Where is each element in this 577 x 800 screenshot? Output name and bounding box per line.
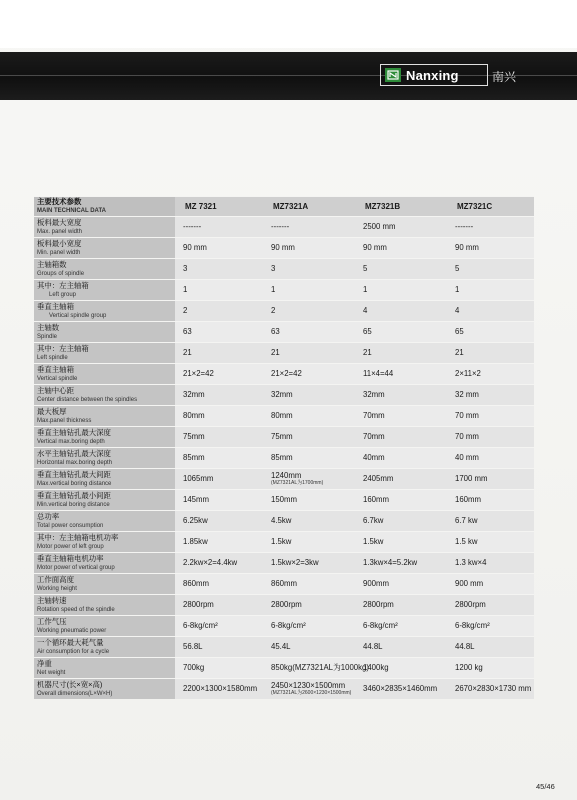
value-text: 90 mm bbox=[363, 243, 387, 252]
value-text: 80mm bbox=[183, 411, 205, 420]
row-label bbox=[34, 636, 175, 657]
value-text: 4 bbox=[363, 306, 368, 315]
row-label-cn: 垂直主轴钻孔最大间距 bbox=[37, 469, 111, 479]
table-row bbox=[34, 573, 534, 594]
table-row bbox=[34, 258, 534, 279]
row-label-cn: 最大板厚 bbox=[37, 406, 67, 416]
value-text: 900mm bbox=[363, 579, 389, 588]
row-value bbox=[263, 405, 355, 426]
row-value bbox=[263, 384, 355, 405]
row-label-en: Max.vertical boring distance bbox=[37, 480, 112, 487]
value-text: 85mm bbox=[271, 453, 293, 462]
row-label-cn: 垂直主轴钻孔最大深度 bbox=[37, 427, 111, 437]
row-label bbox=[34, 384, 175, 405]
brand-name-cn: 南兴 bbox=[492, 70, 517, 84]
value-text: 1700 mm bbox=[455, 474, 488, 483]
value-text: 1 bbox=[271, 285, 276, 294]
row-value bbox=[263, 468, 355, 489]
value-text: 75mm bbox=[183, 432, 205, 441]
table-row bbox=[34, 384, 534, 405]
row-label-en: Left spindle bbox=[37, 354, 68, 361]
row-value bbox=[355, 342, 447, 363]
table-row bbox=[34, 657, 534, 678]
table-header-label: 主要技术参数 MAIN TECHNICAL DATA bbox=[34, 196, 175, 216]
row-label bbox=[34, 657, 175, 678]
row-value bbox=[447, 384, 534, 405]
row-label-en: Min. panel width bbox=[37, 249, 81, 256]
row-value bbox=[447, 342, 534, 363]
row-value bbox=[447, 363, 534, 384]
value-text: 45.4L bbox=[271, 642, 291, 651]
value-text: 3 bbox=[183, 264, 188, 273]
value-text: 2 bbox=[183, 306, 188, 315]
value-text: 1.5kw bbox=[363, 537, 384, 546]
value-text: 150mm bbox=[271, 495, 297, 504]
value-text: 70mm bbox=[363, 432, 385, 441]
row-value bbox=[355, 510, 447, 531]
brand-logo bbox=[380, 64, 488, 86]
value-text: 6.7kw bbox=[363, 516, 384, 525]
row-label-en: Vertical spindle group bbox=[49, 312, 107, 319]
row-value bbox=[447, 405, 534, 426]
value-text: 1.5kw bbox=[271, 537, 292, 546]
value-text: 6-8kg/cm² bbox=[455, 621, 490, 630]
row-label-cn: 主轴中心距 bbox=[37, 385, 74, 395]
row-value bbox=[263, 300, 355, 321]
row-label-cn: 主轴转速 bbox=[37, 595, 67, 605]
row-label-en: Horizontal max.boring depth bbox=[37, 459, 113, 466]
value-text: 63 bbox=[271, 327, 280, 336]
row-value bbox=[175, 573, 263, 594]
row-value bbox=[447, 279, 534, 300]
row-value bbox=[447, 489, 534, 510]
value-text: 6-8kg/cm² bbox=[271, 621, 306, 630]
row-label-en: Vertical spindle bbox=[37, 375, 78, 382]
value-text: 2.2kw×2=4.4kw bbox=[183, 558, 238, 567]
row-value bbox=[447, 447, 534, 468]
value-text: 2800rpm bbox=[271, 600, 302, 609]
table-row bbox=[34, 237, 534, 258]
row-value bbox=[355, 258, 447, 279]
row-value bbox=[447, 573, 534, 594]
row-value bbox=[447, 426, 534, 447]
row-value bbox=[263, 531, 355, 552]
row-value bbox=[175, 552, 263, 573]
value-text: 70 mm bbox=[455, 411, 479, 420]
row-value bbox=[263, 426, 355, 447]
row-label bbox=[34, 531, 175, 552]
row-value bbox=[263, 615, 355, 636]
value-text: 850kg(MZ7321AL为1000kg) bbox=[271, 663, 369, 672]
row-value bbox=[263, 447, 355, 468]
value-text: 3460×2835×1460mm bbox=[363, 684, 438, 693]
value-text: 63 bbox=[183, 327, 192, 336]
value-text: 44.8L bbox=[363, 642, 383, 651]
row-label bbox=[34, 678, 175, 699]
value-text: 2800rpm bbox=[455, 600, 486, 609]
row-label-en: Air consumption for a cycle bbox=[37, 648, 110, 655]
row-label bbox=[34, 468, 175, 489]
row-value bbox=[355, 678, 447, 699]
value-text: 2800rpm bbox=[183, 600, 214, 609]
model-header: MZ7321B bbox=[355, 196, 447, 216]
row-value bbox=[447, 594, 534, 615]
row-value bbox=[355, 594, 447, 615]
row-value bbox=[355, 552, 447, 573]
row-label bbox=[34, 321, 175, 342]
row-value bbox=[447, 468, 534, 489]
row-value bbox=[355, 636, 447, 657]
row-value bbox=[175, 489, 263, 510]
row-value bbox=[175, 657, 263, 678]
row-label bbox=[34, 237, 175, 258]
row-label-cn: 其中：左主轴箱 bbox=[37, 280, 89, 290]
technical-data-table bbox=[34, 196, 534, 699]
value-text: 6-8kg/cm² bbox=[183, 621, 218, 630]
row-label bbox=[34, 615, 175, 636]
value-text: 700kg bbox=[183, 663, 205, 672]
row-value bbox=[263, 258, 355, 279]
value-text: 2×11×2 bbox=[455, 369, 481, 378]
row-value bbox=[447, 510, 534, 531]
value-text: 90 mm bbox=[271, 243, 295, 252]
value-text: 1400kg bbox=[363, 663, 389, 672]
row-label-en: Max.panel thickness bbox=[37, 417, 92, 424]
value-text: 70mm bbox=[363, 411, 385, 420]
row-value bbox=[355, 657, 447, 678]
value-text: 11×4=44 bbox=[363, 369, 394, 378]
table-row bbox=[34, 678, 534, 699]
row-value bbox=[263, 342, 355, 363]
value-text: 21 bbox=[455, 348, 464, 357]
row-label bbox=[34, 342, 175, 363]
table-row bbox=[34, 447, 534, 468]
value-text: 5 bbox=[455, 264, 460, 273]
value-text: 85mm bbox=[183, 453, 205, 462]
row-value bbox=[175, 342, 263, 363]
value-text: 860mm bbox=[271, 579, 297, 588]
row-value bbox=[175, 321, 263, 342]
value-text: 6-8kg/cm² bbox=[363, 621, 398, 630]
row-value bbox=[263, 636, 355, 657]
value-text: 145mm bbox=[183, 495, 209, 504]
row-value bbox=[175, 384, 263, 405]
table-body bbox=[34, 216, 534, 699]
table-row bbox=[34, 342, 534, 363]
row-value bbox=[175, 636, 263, 657]
row-value bbox=[355, 300, 447, 321]
row-value bbox=[447, 552, 534, 573]
table-row bbox=[34, 405, 534, 426]
table-header-row bbox=[34, 196, 534, 216]
row-label bbox=[34, 405, 175, 426]
value-text: 2670×2830×1730 mm bbox=[455, 684, 532, 693]
row-value bbox=[447, 216, 534, 237]
row-label-cn: 主轴箱数 bbox=[37, 259, 67, 269]
table-row bbox=[34, 594, 534, 615]
value-text: 40mm bbox=[363, 453, 385, 462]
table-row bbox=[34, 468, 534, 489]
value-text: 6.7 kw bbox=[455, 516, 478, 525]
value-text: 2500 mm bbox=[363, 222, 396, 231]
row-value bbox=[355, 468, 447, 489]
row-value bbox=[263, 510, 355, 531]
value-text: 2450×1230×1500mm bbox=[271, 681, 346, 690]
row-value bbox=[355, 279, 447, 300]
row-label-en: Vertical max.boring depth bbox=[37, 438, 105, 445]
row-label-cn: 总功率 bbox=[37, 511, 60, 521]
row-label-cn: 净重 bbox=[37, 658, 52, 668]
row-value bbox=[175, 258, 263, 279]
row-label-en: Motor power of vertical group bbox=[37, 564, 115, 571]
value-text: 3 bbox=[271, 264, 276, 273]
row-value bbox=[175, 279, 263, 300]
row-value bbox=[355, 426, 447, 447]
value-text: 160mm bbox=[363, 495, 389, 504]
value-text: 21 bbox=[363, 348, 372, 357]
row-label-cn: 板料最小宽度 bbox=[37, 238, 82, 248]
header-bar bbox=[0, 52, 577, 100]
table-row bbox=[34, 279, 534, 300]
row-label-en: Max. panel width bbox=[37, 228, 83, 235]
value-text: 2800rpm bbox=[363, 600, 394, 609]
row-value bbox=[355, 384, 447, 405]
value-text: 1065mm bbox=[183, 474, 214, 483]
value-text: 21 bbox=[183, 348, 192, 357]
row-label-cn: 主轴数 bbox=[37, 322, 60, 332]
row-value bbox=[263, 489, 355, 510]
row-label bbox=[34, 300, 175, 321]
value-text: 90 mm bbox=[183, 243, 207, 252]
table-row bbox=[34, 615, 534, 636]
value-note: (MZ7321AL为1700mm) bbox=[271, 480, 324, 486]
table-row bbox=[34, 636, 534, 657]
row-value bbox=[175, 405, 263, 426]
row-label-en: Net weight bbox=[37, 669, 66, 676]
row-label bbox=[34, 573, 175, 594]
row-value bbox=[355, 573, 447, 594]
value-text: 1.85kw bbox=[183, 537, 208, 546]
brand-name: Nanxing bbox=[406, 67, 459, 83]
row-label-cn: 一个循环最大耗气量 bbox=[37, 637, 104, 647]
table-row bbox=[34, 510, 534, 531]
value-text: ------- bbox=[271, 222, 290, 231]
value-text: 1.5kw×2=3kw bbox=[271, 558, 319, 567]
row-value bbox=[263, 363, 355, 384]
table-row bbox=[34, 321, 534, 342]
value-text: 1 bbox=[455, 285, 460, 294]
row-label-cn: 垂直主轴钻孔最小间距 bbox=[37, 490, 111, 500]
row-value bbox=[447, 678, 534, 699]
table-row bbox=[34, 531, 534, 552]
row-value bbox=[175, 300, 263, 321]
value-text: 160mm bbox=[455, 495, 481, 504]
row-value bbox=[447, 636, 534, 657]
row-label-cn: 垂直主轴箱 bbox=[37, 364, 74, 374]
value-text: 80mm bbox=[271, 411, 293, 420]
row-value bbox=[263, 678, 355, 699]
row-label-cn: 垂直主轴箱 bbox=[37, 301, 74, 311]
value-text: 900 mm bbox=[455, 579, 484, 588]
row-value bbox=[175, 447, 263, 468]
value-text: 21 bbox=[271, 348, 280, 357]
row-value bbox=[447, 237, 534, 258]
row-label-en: Groups of spindle bbox=[37, 270, 85, 277]
row-label-en: Center distance between the spindles bbox=[37, 396, 138, 403]
value-text: ------- bbox=[183, 222, 202, 231]
model-header: MZ7321A bbox=[263, 196, 355, 216]
row-label-cn: 工作气压 bbox=[37, 616, 67, 626]
value-text: 1200 kg bbox=[455, 663, 483, 672]
row-label bbox=[34, 279, 175, 300]
row-label bbox=[34, 447, 175, 468]
value-text: 4.5kw bbox=[271, 516, 292, 525]
row-value bbox=[175, 615, 263, 636]
row-value bbox=[355, 216, 447, 237]
row-label bbox=[34, 510, 175, 531]
value-text: 2200×1300×1580mm bbox=[183, 684, 258, 693]
value-text: 1.3 kw×4 bbox=[455, 558, 487, 567]
row-value bbox=[175, 237, 263, 258]
value-text: 1.5 kw bbox=[455, 537, 478, 546]
value-text: 21×2=42 bbox=[271, 369, 302, 378]
top-margin bbox=[0, 0, 577, 48]
row-value bbox=[447, 657, 534, 678]
value-text: 40 mm bbox=[455, 453, 479, 462]
value-text: 90 mm bbox=[455, 243, 479, 252]
model-header: MZ7321C bbox=[447, 196, 534, 216]
row-value bbox=[175, 216, 263, 237]
row-value bbox=[355, 363, 447, 384]
row-value bbox=[355, 531, 447, 552]
table-row bbox=[34, 489, 534, 510]
row-label bbox=[34, 426, 175, 447]
row-value bbox=[263, 552, 355, 573]
row-value bbox=[355, 489, 447, 510]
model-header: MZ 7321 bbox=[175, 196, 263, 216]
value-text: 21×2=42 bbox=[183, 369, 214, 378]
value-text: 5 bbox=[363, 264, 368, 273]
row-value bbox=[355, 405, 447, 426]
row-label-en: Min.vertical boring distance bbox=[37, 501, 110, 508]
row-label bbox=[34, 216, 175, 237]
row-label-cn: 工作面高度 bbox=[37, 574, 74, 584]
row-value bbox=[355, 321, 447, 342]
value-text: 2 bbox=[271, 306, 276, 315]
row-value bbox=[355, 447, 447, 468]
row-label-cn: 机器尺寸(长×宽×高) bbox=[37, 679, 103, 689]
row-value bbox=[447, 258, 534, 279]
value-text: 32 mm bbox=[455, 390, 479, 399]
row-value bbox=[175, 678, 263, 699]
value-text: 1240mm bbox=[271, 471, 302, 480]
row-label-cn: 水平主轴钻孔最大深度 bbox=[37, 448, 111, 458]
row-value bbox=[263, 237, 355, 258]
value-note: (MZ7321AL为2600×1230×1500mm) bbox=[271, 690, 352, 696]
table-row bbox=[34, 300, 534, 321]
value-text: 1 bbox=[363, 285, 368, 294]
row-value bbox=[175, 594, 263, 615]
row-label-en: Overall dimensions(L×W×H) bbox=[37, 690, 113, 697]
value-text: 32mm bbox=[183, 390, 205, 399]
row-label-en: Spindle bbox=[37, 333, 58, 340]
nanxing-logo-icon bbox=[385, 68, 401, 82]
row-label-en: Working height bbox=[37, 585, 77, 592]
row-value bbox=[355, 615, 447, 636]
row-value bbox=[175, 468, 263, 489]
value-text: 1 bbox=[183, 285, 188, 294]
value-text: 44.8L bbox=[455, 642, 475, 651]
row-label bbox=[34, 552, 175, 573]
row-value bbox=[263, 321, 355, 342]
row-value bbox=[447, 531, 534, 552]
value-text: 860mm bbox=[183, 579, 209, 588]
value-text: 2405mm bbox=[363, 474, 394, 483]
table-row bbox=[34, 552, 534, 573]
row-value bbox=[355, 237, 447, 258]
row-value bbox=[263, 657, 369, 678]
value-text: 4 bbox=[455, 306, 460, 315]
row-label bbox=[34, 258, 175, 279]
row-value bbox=[263, 594, 355, 615]
value-text: 65 bbox=[363, 327, 372, 336]
row-value bbox=[175, 426, 263, 447]
row-label bbox=[34, 489, 175, 510]
row-value bbox=[175, 363, 263, 384]
row-label-en: Total power consumption bbox=[37, 522, 104, 529]
row-label-en: Rotation speed of the spindle bbox=[37, 606, 115, 613]
value-text: 56.8L bbox=[183, 642, 203, 651]
value-text: 70 mm bbox=[455, 432, 479, 441]
value-text: 6.25kw bbox=[183, 516, 208, 525]
page-number: 45/46 bbox=[536, 782, 555, 791]
row-value bbox=[175, 531, 263, 552]
value-text: ------- bbox=[455, 222, 474, 231]
row-value bbox=[263, 279, 355, 300]
value-text: 32mm bbox=[271, 390, 293, 399]
row-label-cn: 垂直主轴箱电机功率 bbox=[37, 553, 104, 563]
row-label bbox=[34, 363, 175, 384]
value-text: 75mm bbox=[271, 432, 293, 441]
table-row bbox=[34, 426, 534, 447]
row-value bbox=[263, 573, 355, 594]
row-label-cn: 板料最大宽度 bbox=[37, 217, 82, 227]
row-label-en: Working pneumatic power bbox=[37, 627, 107, 634]
row-value bbox=[263, 216, 355, 237]
value-text: 65 bbox=[455, 327, 464, 336]
value-text: 1.3kw×4=5.2kw bbox=[363, 558, 418, 567]
row-label-en: Motor power of left group bbox=[37, 543, 104, 550]
value-text: 32mm bbox=[363, 390, 385, 399]
row-value bbox=[447, 615, 534, 636]
row-value bbox=[175, 510, 263, 531]
row-value bbox=[447, 300, 534, 321]
row-label bbox=[34, 594, 175, 615]
row-label-en: Left group bbox=[49, 291, 77, 298]
row-label-cn: 其中：左主轴箱 bbox=[37, 343, 89, 353]
table-row bbox=[34, 363, 534, 384]
table-row bbox=[34, 216, 534, 237]
row-label-cn: 其中：左主轴箱电机功率 bbox=[37, 532, 119, 542]
row-value bbox=[447, 321, 534, 342]
